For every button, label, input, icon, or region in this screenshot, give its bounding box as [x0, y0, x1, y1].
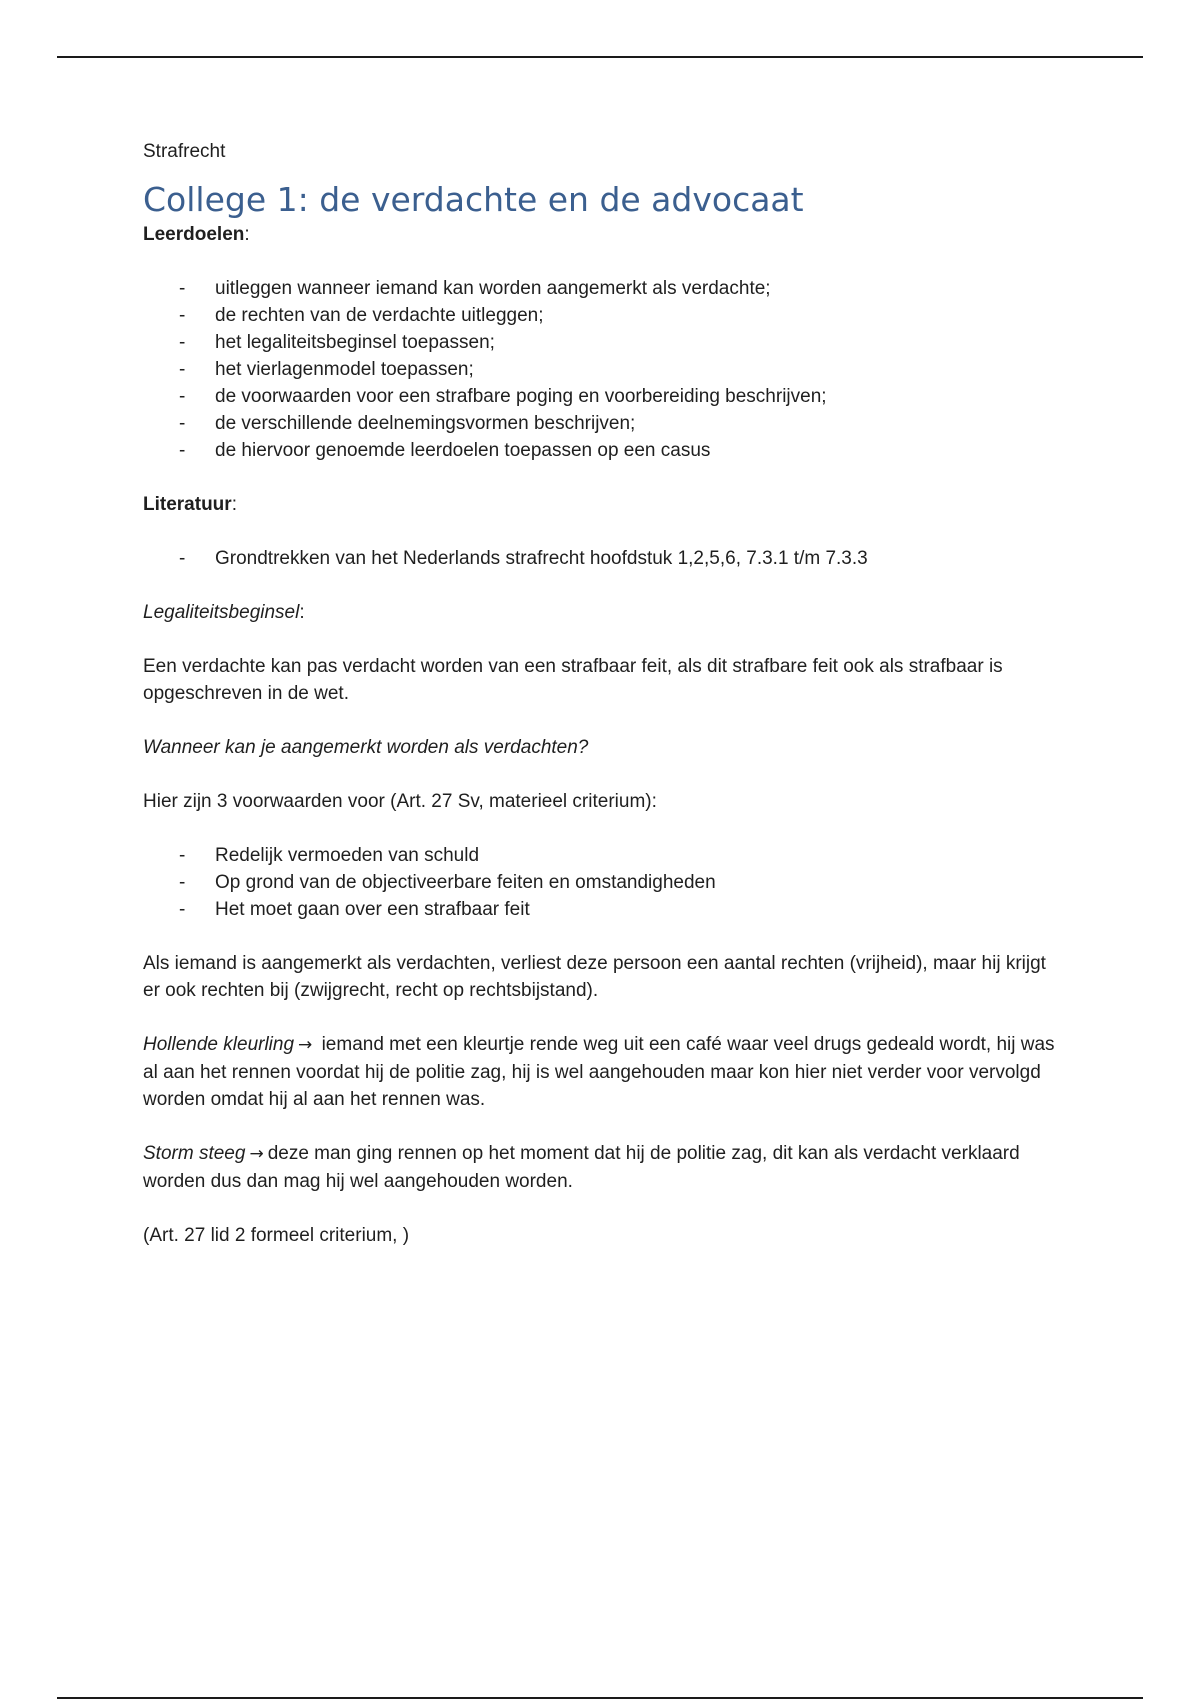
page-bottom-rule	[57, 1697, 1143, 1699]
list-item: - Grondtrekken van het Nederlands strafrecht hoofdstuk 1,2,5,6, 7.3.1 t/m 7.3.3	[143, 545, 1063, 572]
rights-text: Als iemand is aangemerkt als verdachten, verliest deze persoon een aantal rechten (vrijheid), maar hij krijgt er ook rechten bij (zwijgrecht, recht op rechtsbijstand).	[143, 953, 1046, 1001]
literature-list	[143, 545, 1063, 572]
learning-goals-label: Leerdoelen	[143, 224, 245, 245]
conditions-list	[143, 842, 1063, 923]
list-item: - uitleggen wanneer iemand kan worden aangemerkt als verdachte;	[143, 275, 1063, 302]
suspect-question: Wanneer kan je aangemerkt worden als verdachten?	[143, 737, 589, 758]
list-item: - Op grond van de objectiveerbare feiten en omstandigheden	[143, 869, 1063, 896]
case-name: Hollende kleurling	[143, 1034, 295, 1055]
list-item: - de hiervoor genoemde leerdoelen toepassen op een casus	[143, 437, 1063, 464]
learning-goals-heading	[143, 221, 1063, 248]
case-text: iemand met een kleurtje rende weg uit een café waar veel drugs gedeald wordt, hij was al aan het rennen voordat hij de politie zag, hij is wel aangehouden maar kon hier niet verder voor vervolgd worden omdat hij al aan het rennen was.	[143, 1034, 1055, 1110]
course-name: Strafrecht	[143, 141, 226, 162]
list-item: - de rechten van de verdachte uitleggen;	[143, 302, 1063, 329]
case-name: Storm steeg	[143, 1143, 246, 1164]
literature-label: Literatuur	[143, 494, 232, 515]
case-hollende-kleurling	[143, 1031, 1063, 1113]
list-item: - het vierlagenmodel toepassen;	[143, 356, 1063, 383]
arrow-right-icon: →	[249, 1144, 264, 1164]
legality-label: Legaliteitsbeginsel	[143, 602, 300, 623]
list-item: - de voorwaarden voor een strafbare poging en voorbereiding beschrijven;	[143, 383, 1063, 410]
literature-heading	[143, 491, 1063, 518]
formal-criterion-note: (Art. 27 lid 2 formeel criterium, )	[143, 1225, 410, 1246]
case-text: deze man ging rennen op het moment dat hij de politie zag, dit kan als verdacht verklaard worden dus dan mag hij wel aangehouden worden.	[143, 1143, 1020, 1192]
arrow-right-icon: →	[298, 1035, 313, 1055]
learning-goals-colon: :	[244, 224, 250, 245]
case-storm-steeg	[143, 1140, 1063, 1195]
list-item: - de verschillende deelnemingsvormen beschrijven;	[143, 410, 1063, 437]
document-body	[143, 138, 1063, 1249]
page-title: College 1: de verdachte en de advocaat	[143, 180, 804, 219]
literature-colon: :	[231, 494, 237, 515]
list-item: - het legaliteitsbeginsel toepassen;	[143, 329, 1063, 356]
legality-text: Een verdachte kan pas verdacht worden van een strafbaar feit, als dit strafbare feit ook als strafbaar is opgeschreven in de wet.	[143, 656, 1003, 704]
list-item: - Redelijk vermoeden van schuld	[143, 842, 1063, 869]
list-item: - Het moet gaan over een strafbaar feit	[143, 896, 1063, 923]
legality-colon: :	[299, 602, 305, 623]
conditions-intro: Hier zijn 3 voorwaarden voor (Art. 27 Sv, materieel criterium):	[143, 791, 657, 812]
page-top-rule	[57, 56, 1143, 58]
legality-heading	[143, 599, 1063, 626]
learning-goals-list	[143, 275, 1063, 464]
